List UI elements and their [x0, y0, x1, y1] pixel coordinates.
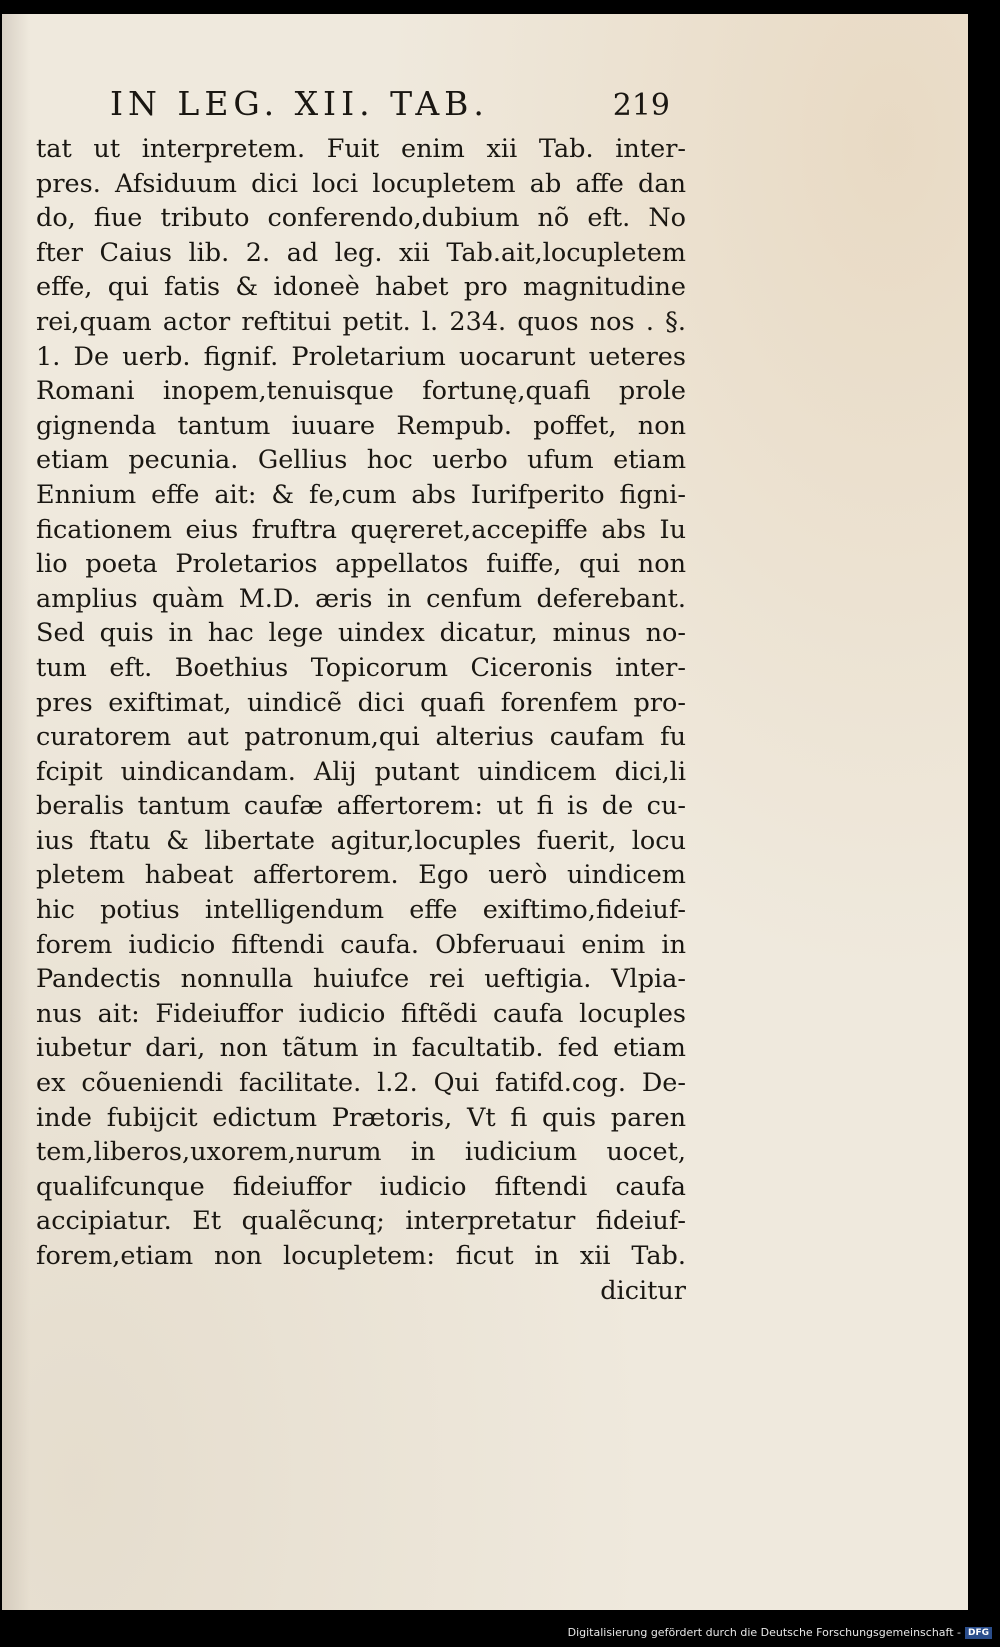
text-line: rei,quam actor reftitui petit. l. 234. quos nos . §.	[36, 306, 686, 337]
text-line: tem,liberos,uxorem,nurum in iudicium uocet,	[36, 1137, 686, 1168]
text-line: lio poeta Proletarios appellatos fuiffe, qui non	[36, 549, 686, 580]
text-line: Ennium effe ait: & fe,cum abs Iurifperito figni-	[36, 479, 686, 510]
text-line: curatorem aut patronum,qui alterius caufam fu	[36, 722, 686, 753]
text-line: tum eft. Boethius Topicorum Ciceronis inter-	[36, 652, 686, 683]
text-line: qualifcunque fideiuffor iudicio fiftendi caufa	[36, 1171, 686, 1202]
text-line: gignenda tantum iuuare Rempub. poffet, non	[36, 410, 686, 441]
text-line: pres. Afsiduum dici loci locupletem ab affe dan	[36, 168, 686, 199]
catchword: dicitur	[600, 1275, 686, 1306]
text-line: forem,etiam non locupletem: ficut in xii Tab.	[36, 1241, 686, 1271]
text-line: Pandectis nonnulla huiufce rei ueftigia. Vlpia-	[36, 964, 686, 995]
text-line: 1. De uerb. fignif. Proletarium uocarunt ueteres	[36, 341, 686, 372]
text-line: ficationem eius fruftra quęreret,accepiffe abs Iu	[36, 514, 686, 545]
running-title: IN LEG. XII. TAB.	[110, 84, 489, 123]
text-line: iubetur dari, non tãtum in facultatib. fed etiam	[36, 1033, 686, 1064]
text-line: etiam pecunia. Gellius hoc uerbo ufum etiam	[36, 445, 686, 476]
text-line: do, fiue tributo conferendo,dubium nõ eft. No	[36, 203, 686, 234]
text-line: fcipit uindicandam. Alij putant uindicem dici,li	[36, 756, 686, 787]
dfg-logo-icon: DFG	[965, 1627, 992, 1639]
text-line: Romani inopem,tenuisque fortunę,quafi prole	[36, 376, 686, 407]
text-line: accipiatur. Et qualẽcunq; interpretatur fideiuf-	[36, 1206, 686, 1237]
page-number: 219	[612, 88, 670, 123]
credit-text: Digitalisierung gefördert durch die Deutsche Forschungsgemeinschaft -	[567, 1626, 961, 1639]
text-line: beralis tantum caufæ affertorem: ut fi is de cu-	[36, 791, 686, 822]
text-line: nus ait: Fideiuffor iudicio fiftẽdi caufa locuples	[36, 998, 686, 1029]
text-line: forem iudicio fiftendi caufa. Obferuaui enim in	[36, 929, 686, 960]
text-line: hic potius intelligendum effe exiftimo,fideiuf-	[36, 895, 686, 926]
text-line: fter Caius lib. 2. ad leg. xii Tab.ait,locupletem	[36, 237, 686, 268]
text-line: ius ftatu & libertate agitur,locuples fuerit, locu	[36, 825, 686, 856]
text-line: pletem habeat affertorem. Ego uerò uindicem	[36, 860, 686, 891]
text-line: effe, qui fatis & idoneè habet pro magnitudine	[36, 272, 686, 303]
running-header	[110, 84, 670, 123]
book-page	[2, 14, 968, 1610]
text-line: Sed quis in hac lege uindex dicatur, minus no-	[36, 618, 686, 649]
text-line: ex cõueniendi facilitate. l.2. Qui fatifd.cog. De-	[36, 1068, 686, 1099]
body-text	[36, 132, 686, 1308]
text-line: pres exiftimat, uindicẽ dici quafi forenfem pro-	[36, 687, 686, 718]
text-line: amplius quàm M.D. æris in cenfum deferebant.	[36, 583, 686, 614]
text-line: inde fubijcit edictum Prætoris, Vt fi quis paren	[36, 1102, 686, 1133]
digitization-credit	[568, 1626, 992, 1639]
text-line: tat ut interpretem. Fuit enim xii Tab. inter-	[36, 134, 686, 164]
